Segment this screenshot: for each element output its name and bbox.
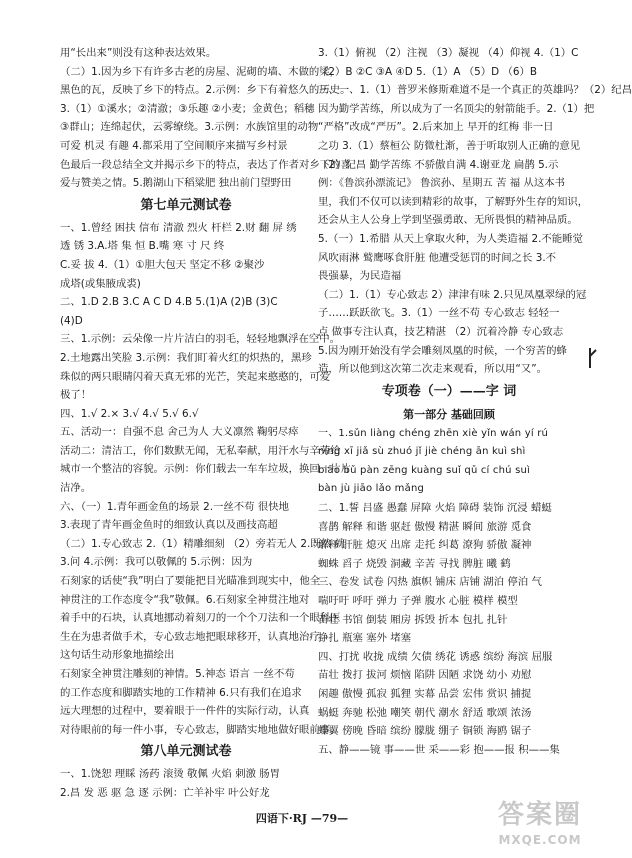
text-line: 蜘蛛 舀子 烧毁 洞藏 辛苦 寻找 脾脏 曦 鹤 — [318, 557, 511, 570]
text-line: （二）1.专心致志 2.（1）精雕细刻 （2）旁若无人 2.既然 就 — [60, 537, 345, 550]
text-line: 这句话生动形象地描绘出 — [60, 649, 175, 662]
text-line: 3.（1）①溪水；②清澈；③乐趣 ②小麦；金黄色；稻穗 — [60, 102, 315, 115]
text-line: C.妥 拔 4.（1）①胆大包天 坚定不移 ②聚沙 — [60, 258, 265, 271]
text-line: 生在为患者做手术，专心致志地把眼球移开，认真地治疗。 — [60, 630, 331, 643]
pinyin-line: biāo bǔ pàn zēng kuàng suǐ qǔ cí chú suì — [318, 464, 530, 476]
text-line: 畏强暴，为民造福 — [318, 270, 402, 283]
text-line: 5.因为刚开始没有学会雕刻凤凰的时候，一个穷苦的蜂 — [318, 344, 567, 357]
unit8-test-title: 第八单元测试卷 — [140, 744, 232, 760]
text-line: 3.问 4.示例：我可以敬佩的 5.示例：因为 — [60, 556, 253, 569]
text-line: 对待眼前的每一件小事，专心致志，脚踏实地地做好眼前事。 — [60, 723, 341, 736]
special-test-title: 专项卷（一）——字 词 — [381, 383, 517, 399]
text-line: 可爱 机灵 有趣 4.都采用了空间顺序来描写乡村景 — [60, 139, 288, 152]
text-line: 石刻家全神贯注雕刻的神情。5.神态 语言 一丝不苟 — [60, 668, 295, 680]
text-line: 五、活动一：自强不息 舍己为人 大义凛然 鞠躬尽瘁 — [60, 426, 299, 439]
text-line: 喜鹊 解释 和谐 驱赶 傲慢 精湛 瞬间 旅游 觅食 — [318, 520, 532, 533]
text-line: (4)D — [60, 314, 83, 327]
text-line: 四、1.√ 2.× 3.√ 4.√ 5.√ 6.√ — [60, 407, 199, 420]
text-line: 的工作态度和脚踏实地的工作精神 6.只有我们在追求 — [60, 686, 302, 699]
text-line: 二、1.誓 吕盛 愚蠢 屏障 火焰 障碍 装饰 沉浸 蜡蜓 — [318, 502, 552, 515]
text-line: ③群山；连绵起伏，云雾缭绕。3.示例：水族馆里的动物 — [60, 121, 319, 134]
text-line: 3.（1）俯视 （2）注视 （3）凝视 （4）仰视 4.（1）C — [318, 47, 579, 59]
text-line: 爱与赞美之情。5.鹅湖山下稻粱肥 独出前门望野田 — [60, 177, 292, 190]
text-line: （2）B ②C ③A ④D 5.（1）A （5）D （6）B — [318, 65, 537, 78]
text-line: 里，我们不仅可以读到精彩的故事，了解野外生存的知识， — [318, 195, 589, 208]
text-line: 成塔(或集腋成裘) — [60, 277, 141, 290]
text-line: （二）1.（1）专心致志 2）津津有味 2.只见凤凰翠绿的冠 — [318, 288, 587, 301]
text-line: 苗壮 书馆 倒装 厢房 拆毁 折本 包扎 扎针 — [318, 613, 508, 626]
text-line: 黑色的瓦，反映了乡下的特点。2.示例：乡下有着悠久的历史。 — [60, 84, 351, 97]
word-answers — [318, 499, 580, 759]
text-line: 闲趣 傲慢 孤寂 狐狸 实幕 品尝 宏伟 赏识 捕捉 — [318, 688, 532, 700]
text-line: 3.表现了青年画金鱼时的细致认真以及画技高超 — [60, 519, 278, 532]
text-line: 一、1.饶恕 理睬 汤药 滚烫 敬佩 火焰 刺激 肠胃 — [60, 768, 281, 781]
text-line: 着手中的石块，认真地挪动着刻刀的一个个刀法和一个眼科医 — [60, 612, 341, 625]
text-line: 2.土地露出笑脸 3.示例：我们盯着火红的炽热的，黑珍 — [60, 351, 312, 364]
text-line: （二）1.因为乡下有许多古老的房屋、泥砌的墙、木做的梁， — [60, 65, 341, 78]
left-column — [60, 44, 351, 803]
pinyin-line: 一、1.sǔn liàng chéng zhēn xiè yǐn wán yí rú — [318, 427, 549, 439]
text-line: 5.（一）1.希腊 从天上拿取火种，为人类造福 2.不能睡觉 — [318, 232, 583, 245]
text-line: 极了！ — [60, 389, 92, 402]
text-line: 珠似的两只眼睛闪着天真无邪的光芒，笑起来憨憨的，可爱 — [60, 370, 331, 383]
text-line: 造，所以他到这次第二次走来观看，所以用“又”。 — [318, 363, 547, 376]
text-line: 例：《鲁滨孙漂流记》 鲁滨孙、星期五 苦 福 从这本书 — [318, 177, 565, 190]
page-edge-mark — [588, 346, 598, 370]
watermark-logo — [486, 798, 594, 854]
text-line: 蜗蜓 奔驰 松弛 嘲笑 朝代 潮水 舒适 歌颂 浓汤 — [318, 706, 532, 719]
text-line: 活动二：清洁工，你们数默无闻，无私奉献，用汗水与辛劳给 — [60, 444, 341, 457]
text-line: 因为勤学苦练，所以成为了一名顶尖的射箭能手。2.（1）把 — [318, 102, 595, 115]
text-line: 喘吁吁 呼吁 弹力 子弹 腹水 心脏 模样 模型 — [318, 595, 518, 608]
unit8-answers-continued — [318, 44, 632, 379]
text-line: 还会从主人公身上学到坚强勇敢、无所畏惧的精神品质。 — [318, 214, 578, 227]
text-line: （2）纪昌 勤学苦练 不骄傲自满 4.谢亚龙 扁鹊 5.示 — [318, 158, 559, 171]
text-line: 神贯注的工作态度令“我”敬佩。6.石刻家全神贯注地对 — [60, 593, 310, 606]
text-line: 蝶翼 傍晚 昏暗 缤纷 朦胧 绷子 铜锁 海鸥 锯子 — [318, 725, 532, 738]
text-line: 石刻家的话使“我”明白了要能把目光瞄准到现实中，他全 — [60, 575, 321, 588]
text-line: 苗壮 拨打 拔河 烦恼 陷阱 因陋 求饶 幼小 劝慰 — [318, 669, 532, 682]
unit7-answers — [60, 219, 351, 740]
text-line: 四、打扰 收拢 成绩 欠债 绣花 诱惑 缤纷 海滨 屈服 — [318, 650, 553, 663]
unit7-test-title: 第七单元测试卷 — [140, 197, 232, 213]
pinyin-line: níng xī jiǎ sù zhuó jǐ jiè chéng ān kuì shì — [318, 446, 526, 458]
watermark-url: MXQE.COM — [498, 833, 582, 847]
text-line: 五、静——镜 事——世 采——彩 抱——报 积——集 — [318, 743, 560, 756]
section-subtitle: 第一部分 基础回顾 — [403, 407, 495, 421]
text-line: 点 做事专注认真，技艺精湛 （2）沉着冷静 专心致志 — [318, 325, 564, 338]
text-line: 三、一、1.（1）普罗米修斯难道不是一个真正的英雄吗？（2）纪昌 — [318, 84, 632, 97]
text-line: 风吹雨淋 鹫鹰啄食肝脏 他遭受惩罚的时间之长 3.不 — [318, 251, 557, 264]
unit8-answers — [60, 765, 312, 802]
text-line: 一、1.曾经 困扶 信布 清澈 烈火 杆栏 2.财 翻 屏 绣 — [60, 221, 297, 234]
text-line: 解释 肝脏 熄灭 出席 走托 纠葛 潦狗 骄傲 凝神 — [318, 539, 532, 552]
text-line: 六、（一）1.青年画金鱼的场景 2.一丝不苟 很快地 — [60, 500, 290, 513]
text-line: 三、1.示例：云朵像一片片洁白的羽毛，轻轻地飘浮在空中。 — [60, 333, 341, 346]
unit6-answers-continued — [60, 44, 351, 193]
text-line: 城市一个整洁的容貌。示例：你们载去一车车垃圾，换回一片片 — [60, 463, 351, 476]
text-line: 用“长出来”则没有这种表达效果。 — [60, 47, 217, 59]
text-line: 洁净。 — [60, 482, 92, 495]
text-line: 之功 3.（1）蔡桓公 防微杜渐，善于听取别人正确的意见 — [318, 139, 581, 152]
text-line: 挣扎 瓶塞 塞外 堵塞 — [318, 632, 412, 645]
watermark-text: 答案圈 — [497, 800, 582, 830]
page-footer: 四语下·RJ —79— — [255, 812, 349, 825]
text-line: 二、1.D 2.B 3.C A C D 4.B 5.(1)A (2)B (3)C — [60, 296, 278, 309]
text-line: 三、卷发 试卷 闪热 旗帜 铺床 店铺 湖泊 停泊 气 — [318, 576, 542, 589]
text-line: 色最后一段总结全文并揭示乡下的特点，表达了作者对乡下的喜 — [60, 158, 351, 171]
text-line: “严格”改成“严历”。2.后来加上 早开的红梅 非一日 — [318, 121, 554, 134]
pinyin-line: bàn jù jiāo lǎo mǎng — [318, 483, 425, 495]
text-line: 远大理想的过程中，要着眼于一件件的实际行动，认真 — [60, 705, 310, 718]
right-column — [318, 44, 632, 759]
text-line: 2.昌 发 恶 驱 急 逐 示例：亡羊补牢 叶公好龙 — [60, 786, 270, 799]
text-line: 透 锈 3.A.塔 集 恒 B.嘴 寒 寸 尺 终 — [60, 240, 225, 253]
text-line: 子……跃跃欲飞。3.（1）一丝不苟 专心致志 轻轻一 — [318, 307, 560, 320]
pinyin-answers — [318, 425, 580, 499]
